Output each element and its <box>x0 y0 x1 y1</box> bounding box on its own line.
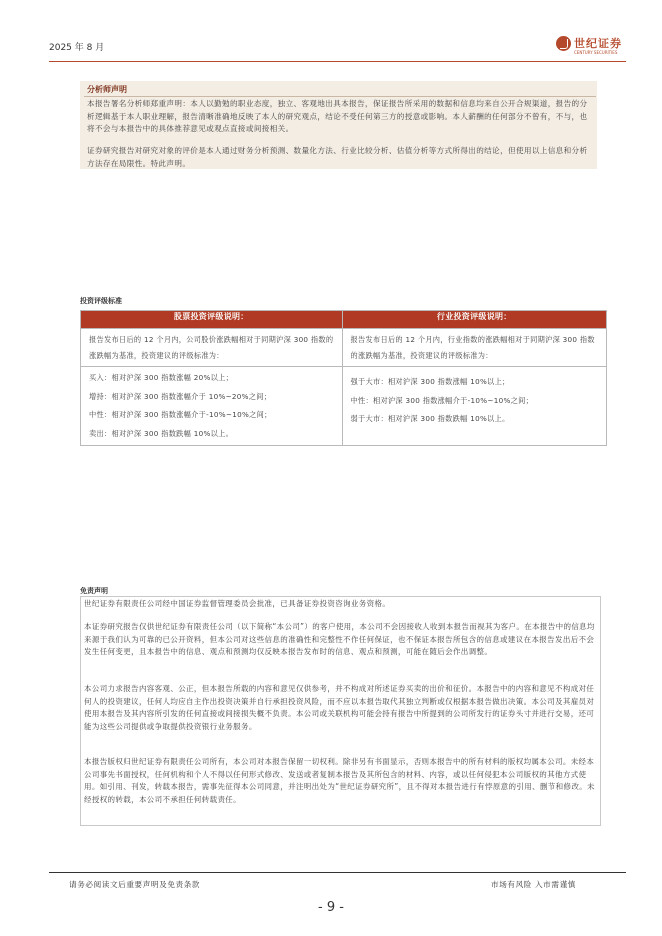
disclaimer-paragraph-2: 本证券研究报告仅供世纪证券有限责任公司（以下简称“本公司”）的客户使用，本公司不会因接收人收到本报告而视其为客户。在本报告中的信息均来源于我们认为可靠的已公开资料，但本公司对这些信息的准确性和完整性不作任何保证，也不保证本报告所包含的信息或建议在本报告发出后不会发生任何变更，且本报告中的信息、观点和预测均仅反映本报告发布时的信息、观点和预测，可能在随后会作出调整。 <box>84 622 595 656</box>
company-logo <box>556 35 626 61</box>
industry-rating-levels <box>343 367 607 435</box>
logo-emblem-icon <box>556 36 571 51</box>
analyst-statement-paragraph-1: 本报告署名分析师郑重声明：本人以勤勉的职业态度，独立、客观地出具本报告，保证报告所采用的数据和信息均来自公开合规渠道，报告的分析逻辑基于本人职业理解，报告清晰准确地反映了本人的研究观点，结论不受任何第三方的授意或影响。本人薪酬的任何部分不曾有，不与，也将不会与本报告中的具体推荐意见或观点直接或间接相关。 <box>87 99 588 134</box>
stock-rating-neutral: 中性：相对沪深 300 指数涨幅介于-10%~10%之间； <box>89 410 272 419</box>
logo-english-name: CENTURY SECURITIES <box>574 50 618 55</box>
industry-rating-header: 行业投资评级说明： <box>342 311 607 329</box>
rating-standard-table <box>80 310 607 446</box>
stock-rating-description: 报告发布日后的 12 个月内，公司股价涨跌幅相对于同期沪深 300 指数的涨跌幅为基准，投资建议的评级标准为： <box>89 335 334 360</box>
industry-rating-underperform: 弱于大市：相对沪深 300 指数跌幅 10%以上。 <box>350 414 510 423</box>
footer-divider <box>49 872 626 873</box>
stock-rating-overweight: 增持：相对沪深 300 指数涨幅介于 10%~20%之间； <box>89 391 272 401</box>
analyst-statement-paragraph-2: 证券研究报告对研究对象的评价是本人通过财务分析预测、数量化方法、行业比较分析、估值分析等方式所得出的结论，但使用以上信息和分析方法存在局限性。特此声明。 <box>87 146 588 168</box>
rating-standard-title: 投资评级标准 <box>80 297 122 305</box>
footer-notice: 请务必阅读文后重要声明及免责条款 <box>69 880 201 889</box>
disclaimer-title: 免责声明 <box>80 587 108 595</box>
logo-wordmark: 世纪证券 <box>574 37 622 50</box>
industry-rating-neutral: 中性：相对沪深 300 指数涨幅介于-10%~10%之间； <box>350 395 534 405</box>
disclaimer-paragraph-1: 世纪证券有限责任公司经中国证券监督管理委员会批准，已具备证券投资咨询业务资格。 <box>84 599 391 608</box>
analyst-statement-title: 分析师声明 <box>87 85 127 94</box>
industry-rating-description: 报告发布日后的 12 个月内，行业指数的涨跌幅相对于同期沪深 300 指数的涨跌幅为基准，投资建议的评级标准为： <box>350 335 595 360</box>
stock-rating-sell: 卖出：相对沪深 300 指数跌幅 10%以上。 <box>89 428 234 438</box>
page-number: - 9 - <box>318 900 344 915</box>
report-date: 2025 年 8 月 <box>49 43 105 53</box>
header-divider <box>49 61 626 62</box>
industry-rating-outperform: 强于大市：相对沪深 300 指数涨幅 10%以上； <box>350 377 510 386</box>
footer-risk-warning: 市场有风险 入市需谨慎 <box>491 880 576 889</box>
disclaimer-paragraph-3: 本公司力求报告内容客观、公正，但本报告所载的内容和意见仅供参考，并不构成对所述证券买卖的出价和征价。本报告中的内容和意见不构成对任何人的投资建议，任何人均应自主作出投资决策并自行承担投资风险，而不应以本报告取代其独立判断或仅根据本报告做出决策。本公司及其雇员对使用本报告及其内容所引发的任何直接或间接损失概不负责。本公司或关联机构可能会持有报告中所提到的公司所发行的证券头寸并进行交易，还可能为这些公司提供或争取提供投资银行业务服务。 <box>84 684 595 731</box>
analyst-title-divider <box>84 96 596 97</box>
disclaimer-paragraph-4: 本报告版权归世纪证券有限责任公司所有，本公司对本报告保留一切权利。除非另有书面显示，否则本报告中的所有材料的版权均属本公司。未经本公司事先书面授权，任何机构和个人不得以任何形式修改、发送或者复制本报告及其所包含的材料、内容，或以任何侵犯本公司版权的其他方式使用。如引用、刊发，转载本报告，需事先征得本公司同意，并注明出处为“世纪证券研究所”，且不得对本报告进行有悖原意的引用、删节和修改。未经授权的转载，本公司不承担任何转载责任。 <box>84 757 595 804</box>
stock-rating-buy: 买入：相对沪深 300 指数涨幅 20%以上； <box>89 373 234 382</box>
stock-rating-levels <box>81 367 342 445</box>
stock-rating-header: 股票投资评级说明： <box>81 311 343 329</box>
